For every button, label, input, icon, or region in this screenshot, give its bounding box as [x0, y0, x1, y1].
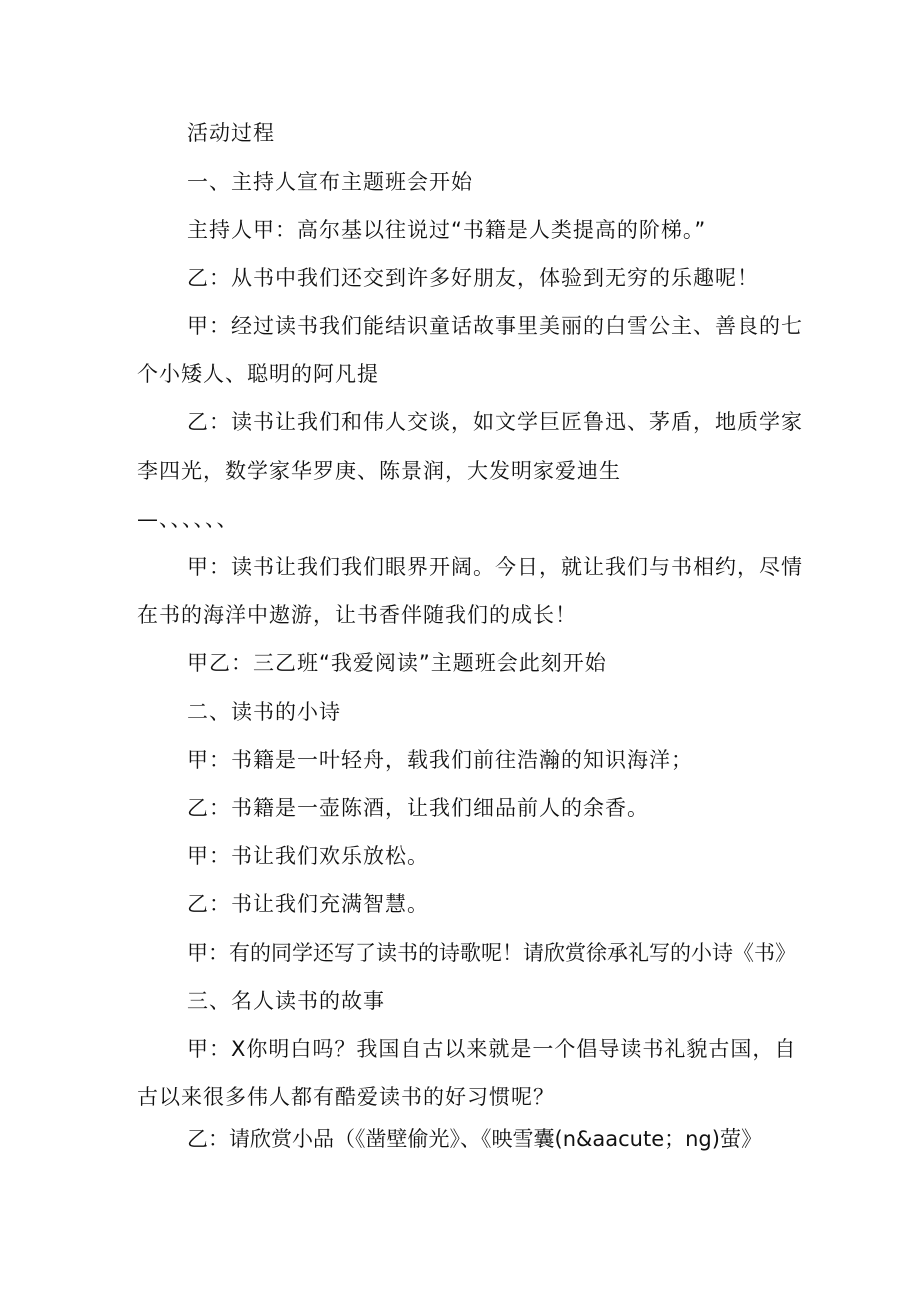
paragraph-line: 古以来很多伟人都有酷爱读书的好习惯呢？ [137, 1085, 555, 1109]
paragraph-line: 甲：读书让我们我们眼界开阔。今日，就让我们与书相约，尽情 [187, 555, 803, 579]
paragraph-line: 甲：X你明白吗？我国自古以来就是一个倡导读书礼貌古国，自 [187, 1037, 797, 1061]
paragraph-line: 甲：有的同学还写了读书的诗歌呢！请欣赏徐承礼写的小诗《书》 [187, 941, 796, 965]
section-heading-activity-process: 活动过程 [187, 121, 275, 145]
section-heading-two: 二、读书的小诗 [187, 700, 341, 724]
paragraph-line: 乙：书让我们充满智慧。 [187, 892, 429, 916]
paragraph-line: —、、、、、、 [137, 507, 239, 531]
paragraph-line: 乙：书籍是一壶陈酒，让我们细品前人的余香。 [187, 796, 649, 820]
paragraph-line: 在书的海洋中遨游，让书香伴随我们的成长！ [137, 603, 577, 627]
paragraph-line: 个小矮人、聪明的阿凡提 [137, 362, 379, 386]
paragraph-line: 主持人甲：高尔基以往说过“书籍是人类提高的阶梯。” [187, 218, 707, 242]
section-heading-three: 三、名人读书的故事 [187, 989, 385, 1013]
paragraph-line: 甲：经过读书我们能结识童话故事里美丽的白雪公主、善良的七 [187, 314, 803, 338]
paragraph-line: 甲：书让我们欢乐放松。 [187, 844, 429, 868]
paragraph-line: 乙：请欣赏小品（《凿壁偷光》、《映雪囊(n&aacute；ng)萤》 [187, 1127, 762, 1151]
paragraph-line: 乙：读书让我们和伟人交谈，如文学巨匠鲁迅、茅盾，地质学家 [187, 410, 803, 434]
section-heading-one: 一、主持人宣布主题班会开始 [187, 170, 473, 194]
paragraph-line: 甲乙：三乙班“我爱阅读”主题班会此刻开始 [187, 651, 607, 675]
paragraph-line: 李四光，数学家华罗庚、陈景润，大发明家爱迪生 [137, 459, 621, 483]
paragraph-line: 甲：书籍是一叶轻舟，载我们前往浩瀚的知识海洋； [187, 748, 693, 772]
paragraph-line: 乙：从书中我们还交到许多好朋友，体验到无穷的乐趣呢！ [187, 266, 759, 290]
